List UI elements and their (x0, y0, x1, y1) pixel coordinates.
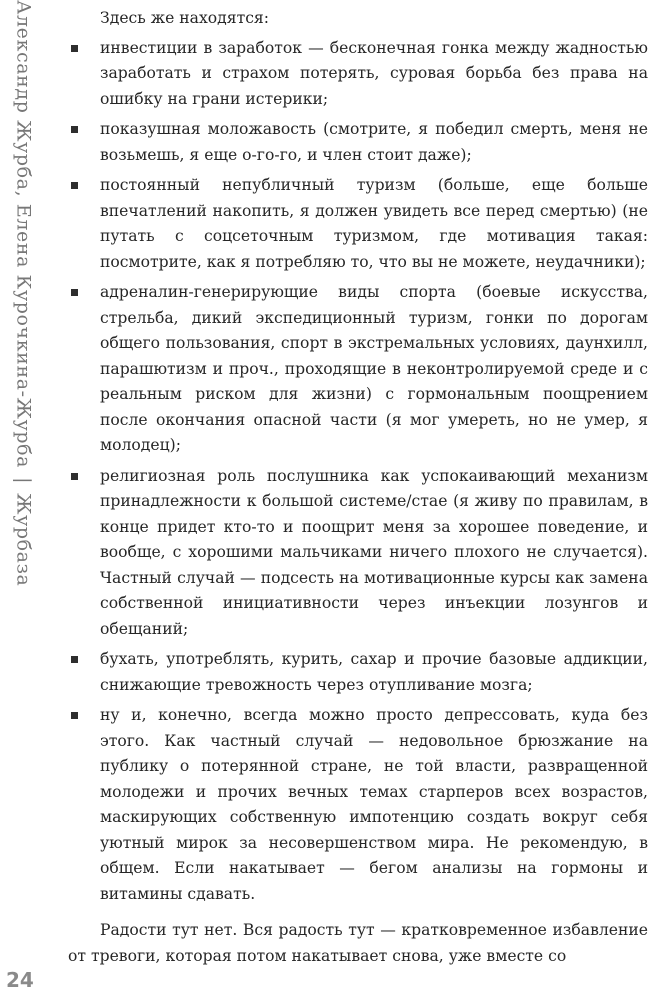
list-item (68, 117, 648, 168)
list-item-text: инвестиции в заработок — бесконечная гонка между жадностью заработать и страхом потерять, суровая борьба без права на ошибку на грани истерики; (100, 38, 648, 108)
running-head (14, 0, 33, 587)
square-bullet-icon (71, 656, 78, 663)
list-item-text: бухать, употреблять, курить, сахар и прочие базовые аддикции, снижающие тревожность через отупливание мозга; (100, 650, 648, 694)
running-head-separator: | (12, 477, 35, 485)
page-number: 24 (6, 968, 34, 992)
page-body (68, 6, 648, 969)
square-bullet-icon (71, 45, 78, 52)
closing-paragraph: Радости тут нет. Вся радость тут — кратковременное избавление от тревоги, которая потом накатывает снова, уже вместе со (68, 921, 648, 965)
square-bullet-icon (71, 126, 78, 133)
list-item-text: ну и, конечно, всегда можно просто депрессовать, куда без этого. Как частный случай — недовольное брюзжание на публику о потерянной стране, не той власти, развращенной молодежи и прочих вечных темах старперов всех возрастов, маскирующих собственную импотенцию создать вокруг себя уютный мирок за несовершенством мира. Не рекомендую, в общем. Если накатывает — бегом анализы на гормоны и витамины сдавать. (100, 706, 648, 903)
running-head-title: Журбаза (12, 493, 35, 587)
list-item-text: адреналин-генерирующие виды спорта (боевые искусства, стрельба, дикий экспедиционный туризм, гонки по дорогам общего пользования, спорт в экстремальных условиях, даунхилл, парашютизм и проч., проходящие в неконтролируемой среде и с реальным риском для жизни) с гормональным поощрением после окончания опасной части (я мог умереть, но не умер, я молодец); (100, 283, 648, 454)
list-item (68, 280, 648, 459)
square-bullet-icon (71, 289, 78, 296)
square-bullet-icon (71, 712, 78, 719)
list-item-text: религиозная роль послушника как успокаивающий механизм принадлежности к большой системе/стае (я живу по правилам, в конце придет кто-то и поощрит меня за хорошее поведение, и вообще, с хорошими мальчиками ничего плохого не случается). Частный случай — подсесть на мотивационные курсы как замена собственной инициативности через инъекции лозунгов и обещаний; (100, 466, 648, 638)
list-item (68, 36, 648, 113)
list-item (68, 647, 648, 698)
intro-paragraph: Здесь же находятся: (100, 9, 270, 27)
list-item (68, 464, 648, 643)
list-item-text: показушная моложавость (смотрите, я победил смерть, меня не возьмешь, я еще о-го-го, и член стоит даже); (100, 120, 648, 164)
list-item-text: постоянный непубличный туризм (больше, еще больше впечатлений накопить, я должен увидеть все перед смертью) (не путать с соцсеточным туризмом, где мотивация такая: посмотрите, как я потребляю то, что вы не можете, неудачники); (100, 176, 648, 271)
square-bullet-icon (71, 182, 78, 189)
list-item (68, 703, 648, 907)
bullet-list (68, 36, 648, 908)
square-bullet-icon (71, 473, 78, 480)
running-head-authors: Александр Журба, Елена Курочкина-Журба (12, 0, 35, 469)
page-margin (0, 0, 46, 630)
list-item (68, 173, 648, 275)
